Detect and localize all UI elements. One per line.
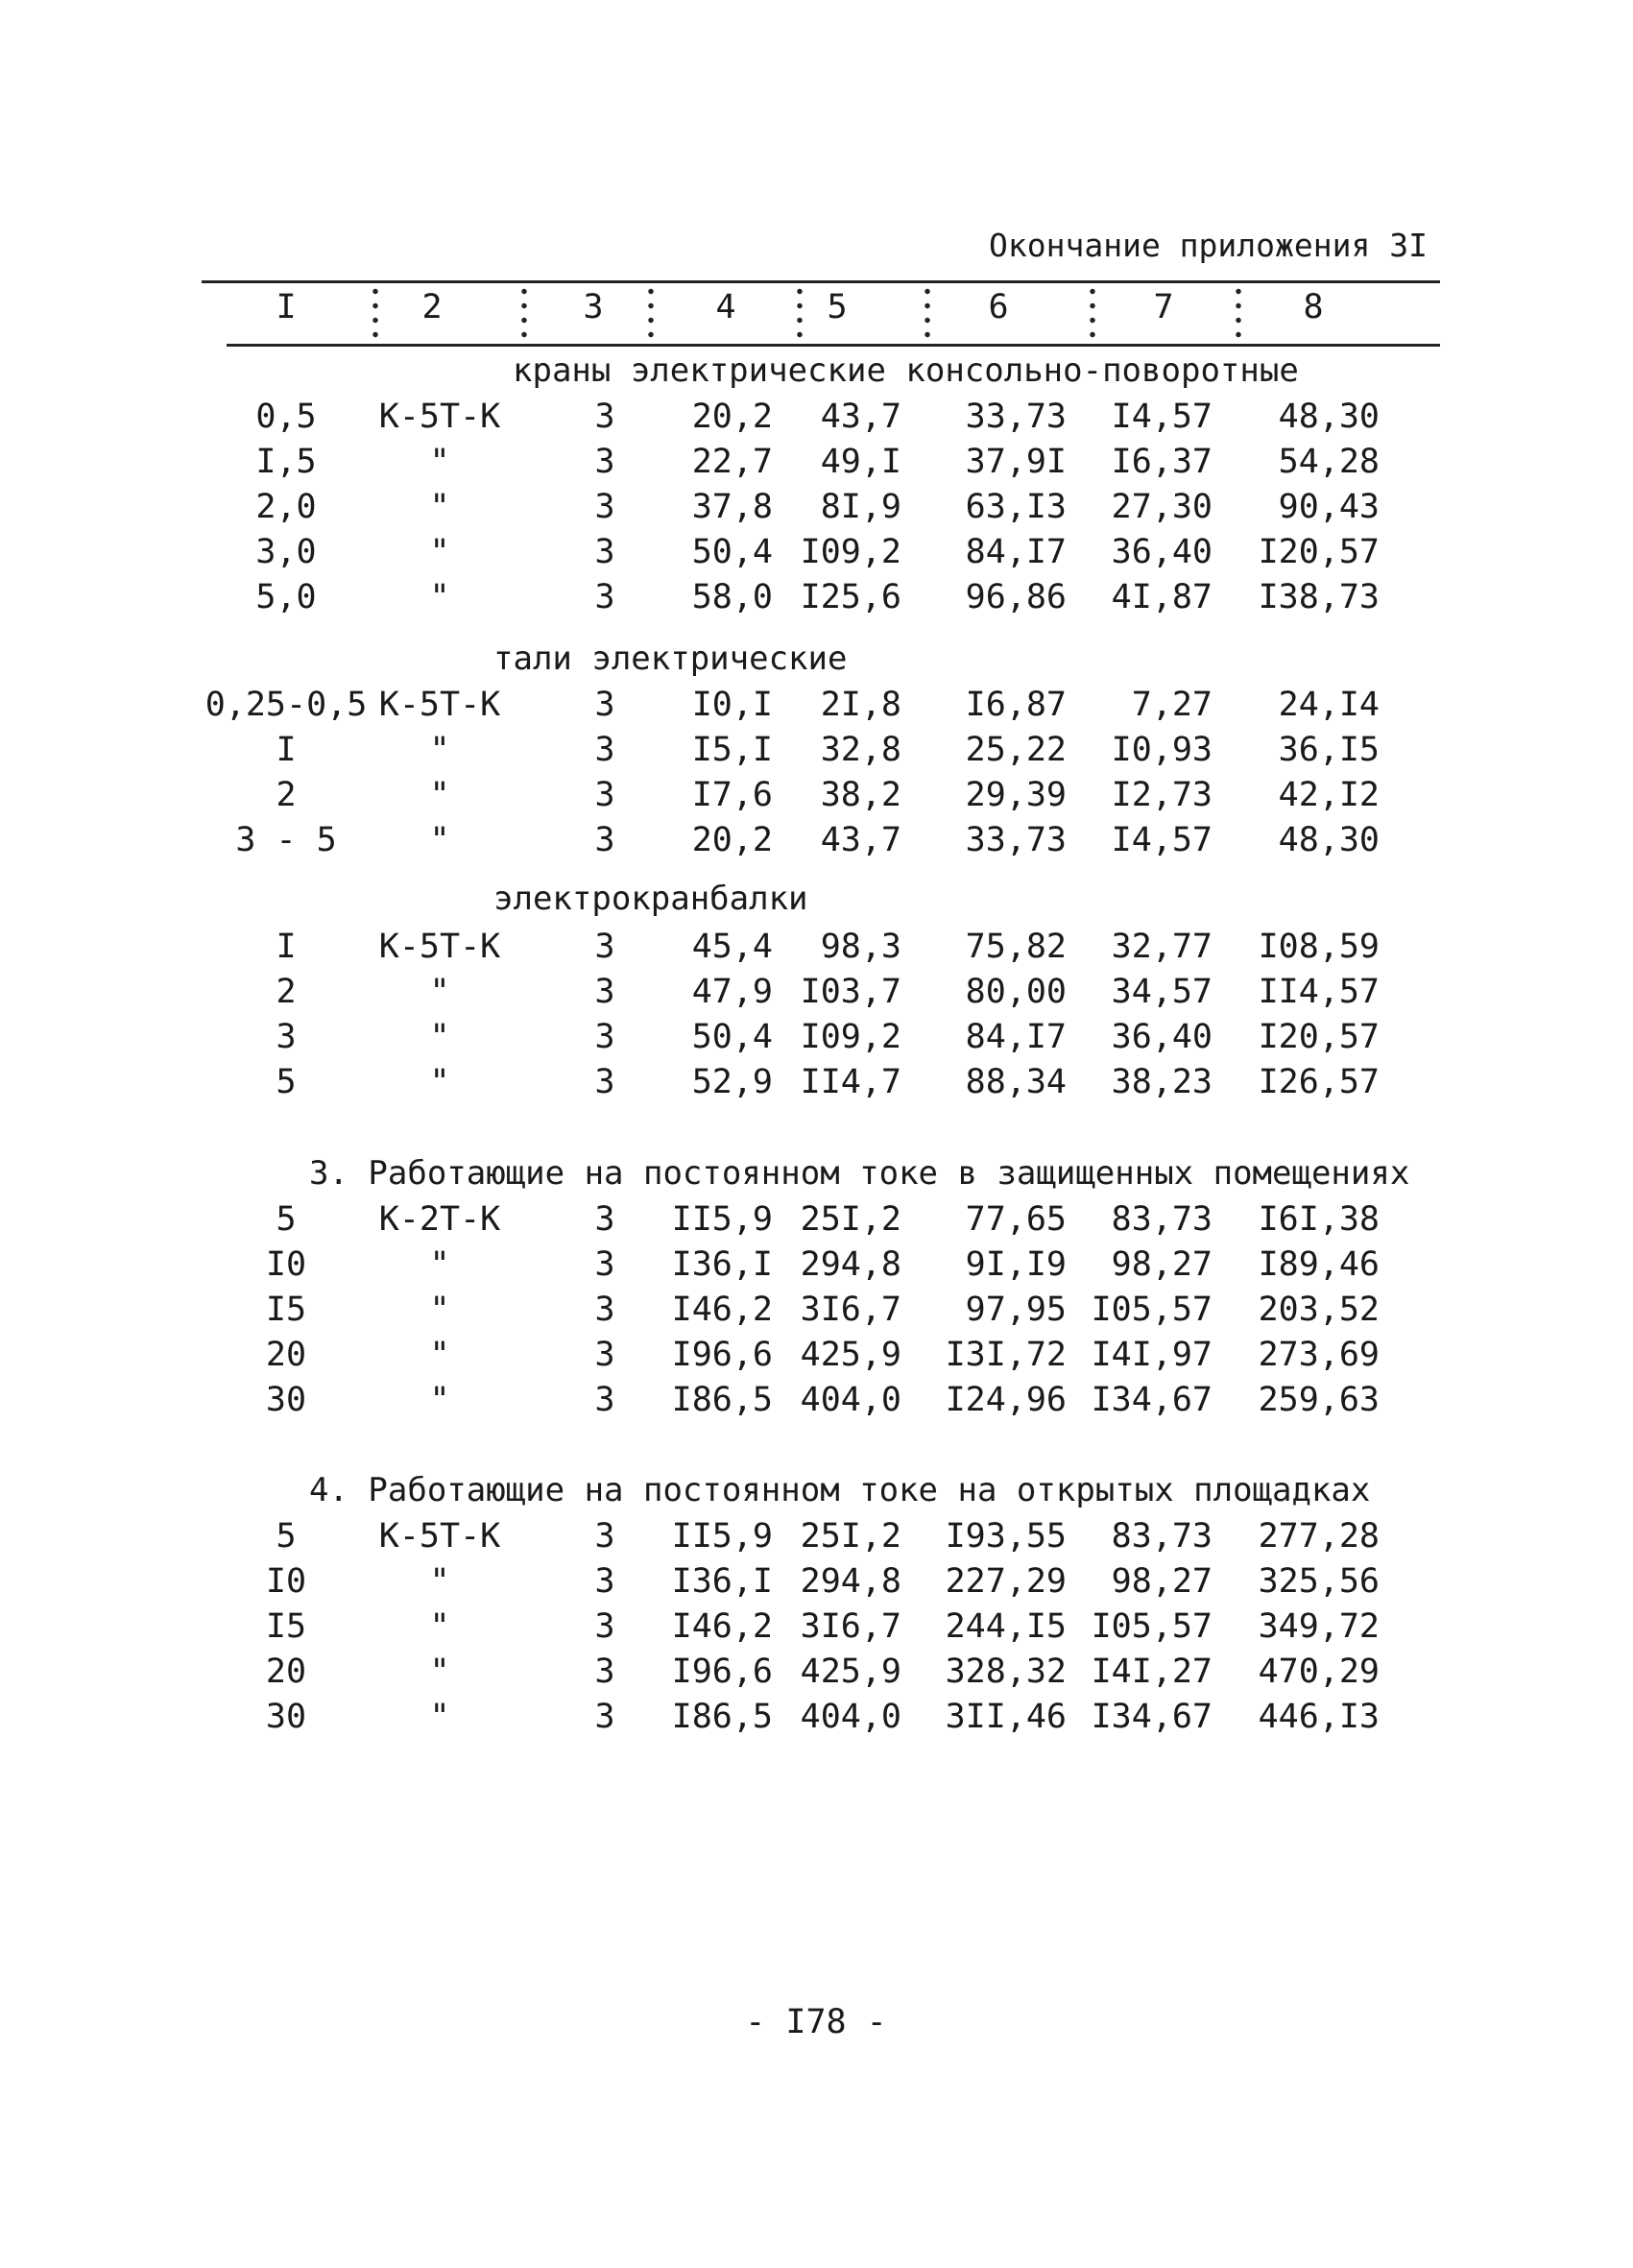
cell-col-8: 349,72 <box>1258 1607 1380 1646</box>
table-row <box>0 776 1633 820</box>
table-row <box>0 1562 1633 1606</box>
header-separator <box>521 284 527 342</box>
table-row <box>0 1018 1633 1062</box>
cell-capacity: 3 - 5 <box>235 821 337 859</box>
section-title: 3. Работающие на постоянном токе в защищенных помещениях <box>309 1154 1410 1193</box>
cell-col-3: 3 <box>594 1698 615 1736</box>
cell-capacity: 5 <box>276 1517 297 1556</box>
section-title: электрокранбалки <box>493 880 808 918</box>
cell-capacity: 30 <box>265 1381 307 1419</box>
cell-type: " <box>429 1653 450 1691</box>
table-row <box>0 1063 1633 1107</box>
cell-col-3: 3 <box>594 928 615 966</box>
cell-col-5: 98,3 <box>820 928 901 966</box>
cell-col-8: 48,30 <box>1278 398 1380 436</box>
cell-capacity: 30 <box>265 1698 307 1736</box>
cell-col-8: I6I,38 <box>1258 1200 1380 1239</box>
cell-col-4: 47,9 <box>691 973 773 1011</box>
cell-col-4: I36,I <box>671 1562 773 1601</box>
cell-capacity: 5,0 <box>255 578 317 616</box>
cell-col-7: 83,73 <box>1111 1200 1213 1239</box>
cell-type: К-5Т-К <box>378 686 501 724</box>
cell-col-5: 43,7 <box>820 398 901 436</box>
header-col-3: 3 <box>583 288 604 326</box>
header-separator <box>925 284 930 342</box>
table-row <box>0 1607 1633 1652</box>
cell-col-6: 77,65 <box>965 1200 1067 1239</box>
cell-col-6: 84,I7 <box>965 1018 1067 1056</box>
cell-col-7: 98,27 <box>1111 1562 1213 1601</box>
cell-col-3: 3 <box>594 398 615 436</box>
table-row <box>0 1517 1633 1561</box>
cell-capacity: I5 <box>265 1291 307 1329</box>
cell-col-8: 203,52 <box>1258 1291 1380 1329</box>
cell-col-8: I20,57 <box>1258 1018 1380 1056</box>
cell-col-7: I05,57 <box>1091 1607 1213 1646</box>
cell-type: " <box>429 1607 450 1646</box>
cell-col-5: 294,8 <box>800 1562 901 1601</box>
cell-type: К-5Т-К <box>378 398 501 436</box>
table-row <box>0 578 1633 622</box>
cell-col-5: 404,0 <box>800 1381 901 1419</box>
cell-col-5: 49,I <box>820 443 901 481</box>
cell-col-8: 54,28 <box>1278 443 1380 481</box>
cell-col-7: I4I,97 <box>1091 1336 1213 1374</box>
cell-col-5: I09,2 <box>800 1018 901 1056</box>
cell-col-4: 37,8 <box>691 488 773 526</box>
cell-col-3: 3 <box>594 1336 615 1374</box>
cell-col-3: 3 <box>594 821 615 859</box>
header-separator <box>797 284 803 342</box>
cell-col-6: 63,I3 <box>965 488 1067 526</box>
cell-col-3: 3 <box>594 686 615 724</box>
page-number: - I78 - <box>745 2003 887 2041</box>
cell-col-4: I46,2 <box>671 1607 773 1646</box>
cell-col-6: 80,00 <box>965 973 1067 1011</box>
cell-capacity: I5 <box>265 1607 307 1646</box>
cell-col-5: 294,8 <box>800 1245 901 1284</box>
cell-col-6: I6,87 <box>965 686 1067 724</box>
cell-type: " <box>429 1245 450 1284</box>
cell-col-6: 29,39 <box>965 776 1067 814</box>
header-separator <box>648 284 654 342</box>
cell-col-8: 36,I5 <box>1278 731 1380 769</box>
section-title: краны электрические консольно-поворотные <box>513 351 1299 390</box>
cell-col-8: I20,57 <box>1258 533 1380 571</box>
cell-col-4: I86,5 <box>671 1381 773 1419</box>
cell-col-7: 4I,87 <box>1111 578 1213 616</box>
header-col-6: 6 <box>988 288 1009 326</box>
cell-capacity: 2,0 <box>255 488 317 526</box>
cell-col-6: I93,55 <box>945 1517 1067 1556</box>
cell-col-3: 3 <box>594 1291 615 1329</box>
cell-type: К-5Т-К <box>378 928 501 966</box>
cell-type: " <box>429 488 450 526</box>
cell-type: К-5Т-К <box>378 1517 501 1556</box>
cell-col-3: 3 <box>594 1517 615 1556</box>
cell-col-4: I5,I <box>691 731 773 769</box>
cell-col-8: I89,46 <box>1258 1245 1380 1284</box>
cell-type: " <box>429 1291 450 1329</box>
cell-type: К-2Т-К <box>378 1200 501 1239</box>
cell-col-3: 3 <box>594 1245 615 1284</box>
cell-type: " <box>429 1018 450 1056</box>
cell-col-5: II4,7 <box>800 1063 901 1101</box>
cell-col-4: 50,4 <box>691 533 773 571</box>
cell-col-6: 75,82 <box>965 928 1067 966</box>
table-row <box>0 928 1633 972</box>
cell-col-7: 38,23 <box>1111 1063 1213 1101</box>
cell-capacity: I0 <box>265 1245 307 1284</box>
cell-col-3: 3 <box>594 1562 615 1601</box>
cell-capacity: 5 <box>276 1063 297 1101</box>
table-row <box>0 1291 1633 1335</box>
cell-type: " <box>429 533 450 571</box>
cell-col-8: 42,I2 <box>1278 776 1380 814</box>
table-row <box>0 1653 1633 1697</box>
cell-col-7: 36,40 <box>1111 1018 1213 1056</box>
cell-col-7: I4I,27 <box>1091 1653 1213 1691</box>
cell-col-3: 3 <box>594 533 615 571</box>
header-col-8: 8 <box>1303 288 1324 326</box>
cell-col-8: 325,56 <box>1258 1562 1380 1601</box>
cell-col-3: 3 <box>594 1653 615 1691</box>
cell-col-4: 20,2 <box>691 398 773 436</box>
cell-col-3: 3 <box>594 578 615 616</box>
cell-col-6: 25,22 <box>965 731 1067 769</box>
cell-col-4: I96,6 <box>671 1653 773 1691</box>
cell-col-7: I0,93 <box>1111 731 1213 769</box>
cell-col-7: 34,57 <box>1111 973 1213 1011</box>
cell-type: " <box>429 821 450 859</box>
table-row <box>0 731 1633 775</box>
cell-type: " <box>429 1381 450 1419</box>
header-separator <box>1236 284 1241 342</box>
cell-col-8: I08,59 <box>1258 928 1380 966</box>
cell-col-8: II4,57 <box>1258 973 1380 1011</box>
appendix-caption: Окончание приложения 3I <box>989 227 1428 264</box>
table-header-rule <box>227 344 1440 347</box>
cell-col-7: I34,67 <box>1091 1698 1213 1736</box>
cell-col-3: 3 <box>594 731 615 769</box>
cell-col-6: 328,32 <box>945 1653 1067 1691</box>
cell-capacity: I <box>276 928 297 966</box>
cell-col-5: 25I,2 <box>800 1200 901 1239</box>
header-col-4: 4 <box>715 288 736 326</box>
table-top-rule <box>202 280 1440 283</box>
cell-col-7: 83,73 <box>1111 1517 1213 1556</box>
section-title: 4. Работающие на постоянном токе на открытых площадках <box>309 1471 1371 1509</box>
table-row <box>0 533 1633 577</box>
cell-type: " <box>429 443 450 481</box>
cell-capacity: 3,0 <box>255 533 317 571</box>
cell-col-4: 50,4 <box>691 1018 773 1056</box>
table-row <box>0 973 1633 1017</box>
cell-capacity: I,5 <box>255 443 317 481</box>
cell-col-6: 33,73 <box>965 398 1067 436</box>
cell-type: " <box>429 973 450 1011</box>
cell-col-6: 88,34 <box>965 1063 1067 1101</box>
cell-col-3: 3 <box>594 1018 615 1056</box>
cell-col-7: I05,57 <box>1091 1291 1213 1329</box>
cell-col-3: 3 <box>594 1200 615 1239</box>
cell-col-4: 45,4 <box>691 928 773 966</box>
cell-type: " <box>429 1562 450 1601</box>
cell-col-7: I6,37 <box>1111 443 1213 481</box>
header-separator <box>1090 284 1095 342</box>
cell-col-4: I86,5 <box>671 1698 773 1736</box>
cell-col-3: 3 <box>594 776 615 814</box>
cell-col-6: 227,29 <box>945 1562 1067 1601</box>
cell-col-8: 90,43 <box>1278 488 1380 526</box>
cell-col-4: I36,I <box>671 1245 773 1284</box>
cell-col-5: I03,7 <box>800 973 901 1011</box>
header-col-1: I <box>276 288 297 326</box>
cell-capacity: 5 <box>276 1200 297 1239</box>
cell-col-6: 3II,46 <box>945 1698 1067 1736</box>
cell-col-3: 3 <box>594 1063 615 1101</box>
cell-col-4: 22,7 <box>691 443 773 481</box>
cell-col-5: 8I,9 <box>820 488 901 526</box>
cell-col-4: II5,9 <box>671 1200 773 1239</box>
cell-col-8: 277,28 <box>1258 1517 1380 1556</box>
table-row <box>0 488 1633 532</box>
cell-col-4: I0,I <box>691 686 773 724</box>
cell-col-7: I2,73 <box>1111 776 1213 814</box>
header-col-5: 5 <box>827 288 848 326</box>
cell-col-4: I96,6 <box>671 1336 773 1374</box>
cell-col-8: 24,I4 <box>1278 686 1380 724</box>
cell-type: " <box>429 578 450 616</box>
cell-col-5: 425,9 <box>800 1336 901 1374</box>
cell-capacity: 0,5 <box>255 398 317 436</box>
cell-col-4: 52,9 <box>691 1063 773 1101</box>
cell-col-8: 48,30 <box>1278 821 1380 859</box>
cell-col-6: 84,I7 <box>965 533 1067 571</box>
cell-col-5: 3I6,7 <box>800 1607 901 1646</box>
table-row <box>0 686 1633 730</box>
cell-type: " <box>429 1336 450 1374</box>
table-row <box>0 1336 1633 1380</box>
cell-col-7: 98,27 <box>1111 1245 1213 1284</box>
cell-col-7: 27,30 <box>1111 488 1213 526</box>
header-separator <box>372 284 378 342</box>
header-col-2: 2 <box>421 288 443 326</box>
cell-col-8: 273,69 <box>1258 1336 1380 1374</box>
cell-col-6: 9I,I9 <box>965 1245 1067 1284</box>
cell-capacity: 2 <box>276 973 297 1011</box>
cell-col-5: 2I,8 <box>820 686 901 724</box>
cell-capacity: 0,25-0,5 <box>204 686 368 724</box>
cell-col-6: 37,9I <box>965 443 1067 481</box>
cell-type: " <box>429 1063 450 1101</box>
cell-capacity: 20 <box>265 1653 307 1691</box>
cell-col-4: I7,6 <box>691 776 773 814</box>
cell-col-8: 259,63 <box>1258 1381 1380 1419</box>
table-row <box>0 1245 1633 1290</box>
cell-col-5: 404,0 <box>800 1698 901 1736</box>
cell-col-6: 33,73 <box>965 821 1067 859</box>
cell-col-5: 3I6,7 <box>800 1291 901 1329</box>
cell-col-8: I38,73 <box>1258 578 1380 616</box>
table-row <box>0 443 1633 487</box>
cell-col-5: 38,2 <box>820 776 901 814</box>
table-row <box>0 1200 1633 1244</box>
cell-col-3: 3 <box>594 488 615 526</box>
cell-col-6: 96,86 <box>965 578 1067 616</box>
cell-col-5: I25,6 <box>800 578 901 616</box>
cell-col-8: 470,29 <box>1258 1653 1380 1691</box>
cell-capacity: I0 <box>265 1562 307 1601</box>
cell-type: " <box>429 731 450 769</box>
cell-col-3: 3 <box>594 973 615 1011</box>
cell-col-3: 3 <box>594 1381 615 1419</box>
cell-col-5: 43,7 <box>820 821 901 859</box>
cell-col-8: I26,57 <box>1258 1063 1380 1101</box>
table-row <box>0 398 1633 442</box>
cell-col-7: I34,67 <box>1091 1381 1213 1419</box>
table-row <box>0 821 1633 865</box>
cell-col-7: 36,40 <box>1111 533 1213 571</box>
cell-col-6: I24,96 <box>945 1381 1067 1419</box>
cell-col-5: 32,8 <box>820 731 901 769</box>
cell-col-5: 425,9 <box>800 1653 901 1691</box>
table-row <box>0 1698 1633 1742</box>
cell-col-6: 244,I5 <box>945 1607 1067 1646</box>
cell-col-7: 32,77 <box>1111 928 1213 966</box>
cell-col-5: I09,2 <box>800 533 901 571</box>
cell-col-7: 7,27 <box>1131 686 1213 724</box>
cell-col-4: 20,2 <box>691 821 773 859</box>
cell-type: " <box>429 776 450 814</box>
cell-capacity: 2 <box>276 776 297 814</box>
cell-col-3: 3 <box>594 1607 615 1646</box>
cell-capacity: I <box>276 731 297 769</box>
cell-col-3: 3 <box>594 443 615 481</box>
cell-col-4: II5,9 <box>671 1517 773 1556</box>
cell-col-5: 25I,2 <box>800 1517 901 1556</box>
cell-col-7: I4,57 <box>1111 398 1213 436</box>
cell-capacity: 20 <box>265 1336 307 1374</box>
cell-col-4: I46,2 <box>671 1291 773 1329</box>
header-col-7: 7 <box>1153 288 1174 326</box>
cell-col-6: I3I,72 <box>945 1336 1067 1374</box>
cell-type: " <box>429 1698 450 1736</box>
cell-capacity: 3 <box>276 1018 297 1056</box>
cell-col-4: 58,0 <box>691 578 773 616</box>
section-title: тали электрические <box>493 639 848 678</box>
cell-col-6: 97,95 <box>965 1291 1067 1329</box>
cell-col-8: 446,I3 <box>1258 1698 1380 1736</box>
cell-col-7: I4,57 <box>1111 821 1213 859</box>
table-row <box>0 1381 1633 1425</box>
